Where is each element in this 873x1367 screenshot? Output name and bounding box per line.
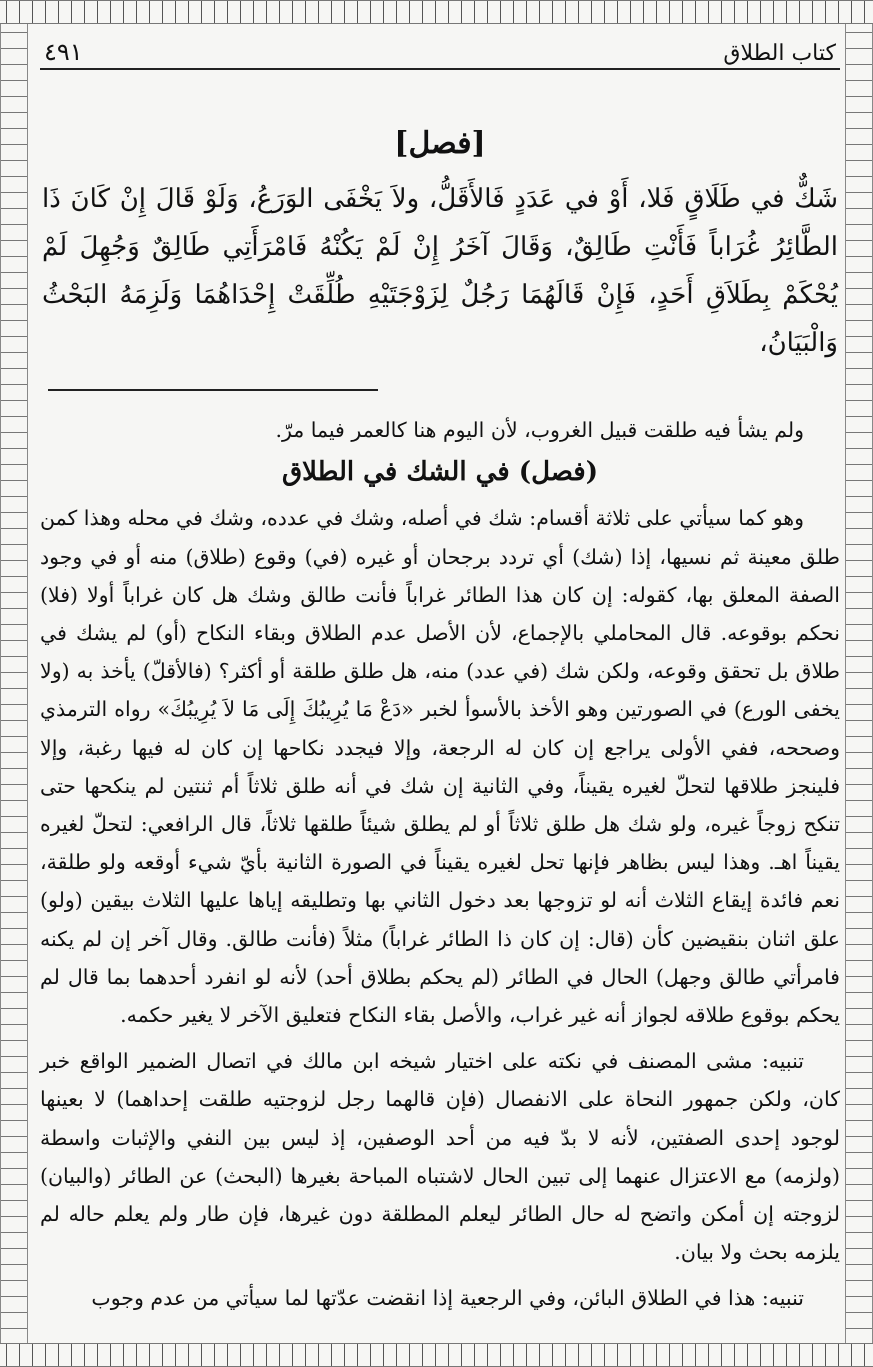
decorative-border-left: [0, 24, 28, 1343]
matn-divider: [48, 389, 378, 391]
book-page: [40, 30, 840, 1330]
matn-section-heading: [فصل]: [394, 126, 486, 161]
commentary-note-1: تنبيه: مشى المصنف في نكته على اختيار شيخه ابن مالك في اتصال الضمير الواقع خبر كان، ولكن جمهور النحاة على الانفصال (فإن قالهما رجل لزوجتيه طلقت إحداهما) لا بعينها لوجود إحدى الصفتين، لأنه لا بدّ فيه من أحد الوصفين، إذ ليس بين النفي والإثبات واسطة (ولزمه) مع الاعتزال عنهما إلى تبين الحال لاشتباه المباحة بغيرها (البحث) عن الطائر (والبيان) لزوجته إن أمكن واتضح له حال الطائر ليعلم المطلقة دون غيرها، فإن طار ولم يعلم حاله لم يلزمه بحث ولا بيان.: [40, 1049, 840, 1265]
commentary-sub-heading: (فصل) في الشك في الطلاق: [281, 457, 599, 488]
page-number: ٤٩١: [44, 38, 83, 66]
decorative-border-right: [845, 24, 873, 1343]
decorative-border-top: [0, 0, 873, 24]
commentary: [40, 411, 840, 1318]
commentary-paragraph: وهو كما سيأتي على ثلاثة أقسام: شك في أصله، وشك في عدده، وشك في محله وهذا كمن طلق معينة ثم نسيها، إذا (شك) أي تردد برجحان أو غيره (في) وقوع (طلاق) منه أو في وجود الصفة المعلق بها، كقوله: إن كان هذا الطائر غراباً فأنت طالق وشك هل كان غراباً أولا (فلا) نحكم بوقوعه. قال المحاملي بالإجماع، لأن الأصل عدم الطلاق وبقاء النكاح (أو) لم يشك في طلاق بل تحقق وقوعه، ولكن شك (في عدد) منه، هل طلق طلقة أو أكثر؟ (فالأقلّ) يأخذ به (ولا يخفى الورع) في الصورتين وهو الأخذ بالأسوأ لخبر «دَعْ مَا يُرِيبُكَ إِلَى مَا لاَ يُرِيبُكَ» رواه الترمذي وصححه، ففي الأولى يراجع إن كان له الرجعة، وإلا فيجدد نكاحها إن كان له فيها رغبة، وإلا فلينجز طلاقها لتحلّ لغيره يقيناً، وفي الثانية إن شك في أنه طلق ثلاثاً أم ثنتين لم ينكحها حتى تنكح زوجاً غيره، ولو شك هل طلق ثلاثاً أو لم يطلق شيئاً طلقها ثلاثاً، قال الرافعي: لتحلّ لغيره يقيناً اهـ. وهذا ليس بظاهر فإنها تحل لغيره يقيناً في الصورة الثانية بأيّ شيء أوقعه ولو طلقة، نعم فائدة إيقاع الثلاث أنه لو تزوجها بعد دخول الثاني بها وتطليقه إياها عليها الثلاث بيقين (ولو) علق اثنان بنقيضين كأن (قال: إن كان ذا الطائر غراباً) مثلاً (فأنت طالق. وقال آخر إن لم يكنه فامرأتي طالق وجهل) الحال في الطائر (لم يحكم بطلاق أحد) لأنه لو انفرد أحدهما بما قال لم يحكم بوقوع طلاقه لجواز أنه غير غراب، والأصل بقاء النكاح فتعليق الآخر لا يغير حكمه.: [40, 506, 840, 1028]
book-title: كتاب الطلاق: [723, 41, 836, 66]
decorative-border-bottom: [0, 1343, 873, 1367]
page-header: [40, 30, 840, 70]
commentary-note-2: تنبيه: هذا في الطلاق البائن، وفي الرجعية إذا انقضت عدّتها لما سيأتي من عدم وجوب: [91, 1286, 804, 1311]
matn-text: شَكٌّ في طَلَاقٍ فَلا، أَوْ في عَدَدٍ فَالأَقَلُّ، ولاَ يَخْفَى الوَرَعُ، وَلَوْ قَالَ إِنْ كَانَ ذَا الطَّائِرُ غُرَاباً فَأَنْتِ طَالِقٌ، وَقَالَ آخَرُ إِنْ لَمْ يَكُنْهُ فَامْرَأَتِي طَالِقٌ وَجُهِلَ لَمْ يُحْكَمْ بِطَلاَقِ أَحَدٍ، فَإِنْ قَالَهُمَا رَجُلٌ لِزَوْجَتَيْهِ طُلِّقَتْ إِحْدَاهُمَا وَلَزِمَهُ البَحْثُ وَالْبَيَانُ،: [42, 184, 838, 358]
commentary-opening-line: ولم يشأ فيه طلقت قبيل الغروب، لأن اليوم هنا كالعمر فيما مرّ.: [275, 418, 804, 442]
